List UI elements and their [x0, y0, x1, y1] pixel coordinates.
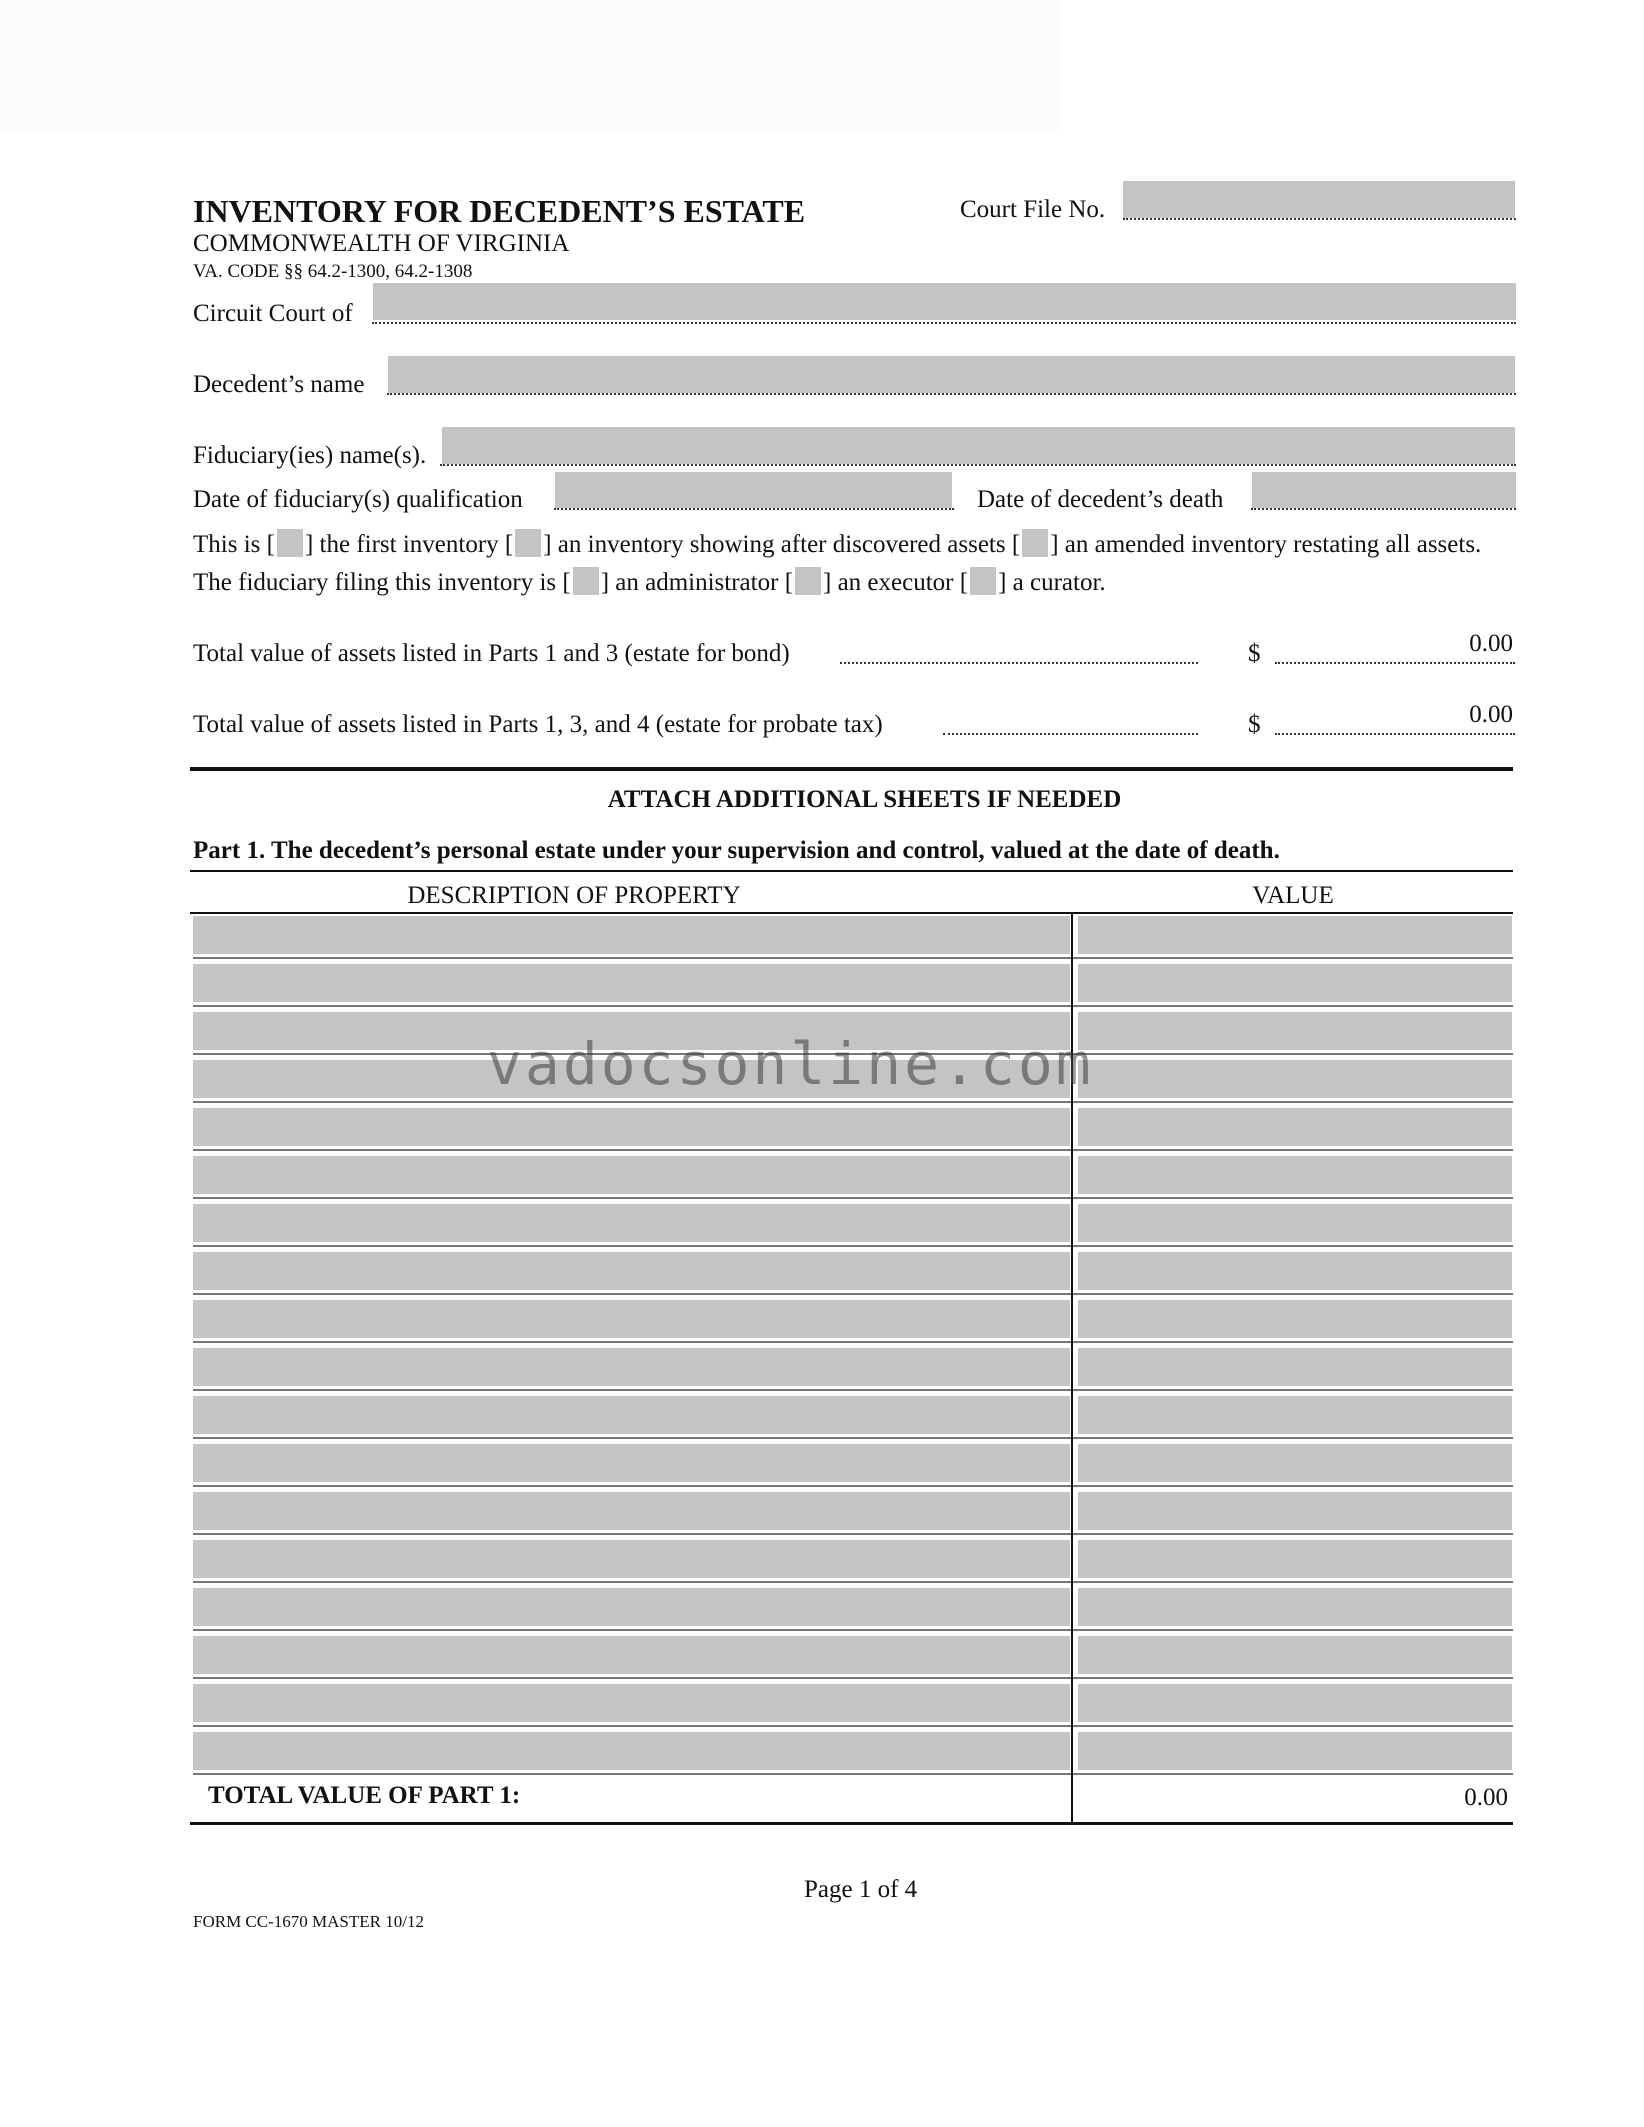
part1-bottom-rule — [190, 1822, 1513, 1825]
value-cell[interactable] — [1078, 1012, 1512, 1050]
value-cell[interactable] — [1078, 1348, 1512, 1386]
section-divider — [190, 767, 1513, 771]
death-date-label: Date of decedent’s death — [977, 486, 1224, 513]
row-divider — [193, 1149, 1513, 1151]
description-cell[interactable] — [193, 1636, 1070, 1674]
fiduciary-name-dots — [440, 464, 1516, 466]
circuit-court-dots — [372, 322, 1516, 324]
curator-checkbox[interactable] — [970, 567, 996, 595]
inventory-type-prefix: This is — [193, 531, 261, 558]
bond-value-dots — [1275, 662, 1515, 664]
circuit-court-label: Circuit Court of — [193, 300, 353, 327]
description-cell[interactable] — [193, 1588, 1070, 1626]
part1-total-label: TOTAL VALUE OF PART 1: — [208, 1782, 521, 1809]
row-divider — [193, 1437, 1513, 1439]
fiduciary-name-label: Fiduciary(ies) name(s). — [193, 442, 427, 469]
probate-currency: $ — [1248, 711, 1261, 738]
description-cell[interactable] — [193, 1732, 1070, 1770]
qualification-date-label: Date of fiduciary(s) qualification — [193, 486, 523, 513]
curator-label: ] a curator. — [998, 569, 1106, 596]
value-cell[interactable] — [1078, 1108, 1512, 1146]
court-file-dots — [1123, 218, 1516, 220]
value-cell[interactable] — [1078, 1156, 1512, 1194]
description-cell[interactable] — [193, 1396, 1070, 1434]
top-band — [0, 0, 1060, 130]
amended-inventory-checkbox[interactable] — [1022, 529, 1048, 557]
value-cell[interactable] — [1078, 1204, 1512, 1242]
executor-label: ] an executor — [823, 569, 954, 596]
row-divider — [193, 1677, 1513, 1679]
inventory-type-line: This is [ ] the first inventory [ ] an inventory showing after discovered assets [ ] an amended inventory restating all assets. — [193, 531, 1482, 558]
executor-checkbox[interactable] — [795, 567, 821, 595]
bond-total-value[interactable]: 0.00 — [1469, 630, 1513, 657]
form-title: INVENTORY FOR DECEDENT’S ESTATE — [193, 193, 806, 229]
description-cell[interactable] — [193, 1684, 1070, 1722]
row-divider — [193, 1341, 1513, 1343]
first-inventory-label: ] the first inventory — [304, 531, 499, 558]
value-cell[interactable] — [1078, 1684, 1512, 1722]
value-cell[interactable] — [1078, 1396, 1512, 1434]
row-divider — [193, 1773, 1513, 1775]
probate-total-leader — [943, 733, 1198, 735]
value-cell[interactable] — [1078, 1252, 1512, 1290]
watermark: vadocsonline.com — [487, 1030, 1094, 1098]
row-divider — [193, 957, 1513, 959]
court-file-label: Court File No. — [960, 196, 1106, 223]
decedent-name-dots — [387, 393, 1516, 395]
row-divider — [193, 1725, 1513, 1727]
bond-total-label: Total value of assets listed in Parts 1 and 3 (estate for bond) — [193, 640, 790, 667]
description-cell[interactable] — [193, 1444, 1070, 1482]
page-number: Page 1 of 4 — [804, 1876, 918, 1903]
administrator-label: ] an administrator — [600, 569, 779, 596]
description-cell[interactable] — [193, 1540, 1070, 1578]
probate-total-value[interactable]: 0.00 — [1469, 701, 1513, 728]
death-date-dots — [1251, 508, 1516, 510]
row-divider — [193, 1245, 1513, 1247]
row-divider — [193, 1293, 1513, 1295]
row-divider — [193, 1197, 1513, 1199]
after-discovered-checkbox[interactable] — [515, 529, 541, 557]
amended-inventory-label: ] an amended inventory restating all assets. — [1050, 531, 1482, 558]
value-cell[interactable] — [1078, 1540, 1512, 1578]
qualification-date-input[interactable] — [555, 472, 952, 508]
part1-top-rule — [190, 870, 1513, 872]
col-value-header: VALUE — [1252, 882, 1334, 909]
col-description-header: DESCRIPTION OF PROPERTY — [407, 882, 741, 909]
row-divider — [193, 1533, 1513, 1535]
description-cell[interactable] — [193, 1300, 1070, 1338]
probate-value-dots — [1275, 733, 1515, 735]
bond-currency: $ — [1248, 640, 1261, 667]
fiduciary-type-prefix: The fiduciary filing this inventory is — [193, 569, 557, 596]
part1-heading: Part 1. The decedent’s personal estate under your supervision and control, valued at the date of death. — [193, 837, 1280, 864]
description-cell[interactable] — [193, 1492, 1070, 1530]
qualification-date-dots — [554, 508, 954, 510]
value-cell[interactable] — [1078, 1492, 1512, 1530]
first-inventory-checkbox[interactable] — [277, 529, 303, 557]
probate-total-label: Total value of assets listed in Parts 1, 3, and 4 (estate for probate tax) — [193, 711, 883, 738]
form-subtitle: COMMONWEALTH OF VIRGINIA — [193, 230, 570, 257]
value-cell[interactable] — [1078, 1300, 1512, 1338]
attach-note: ATTACH ADDITIONAL SHEETS IF NEEDED — [607, 786, 1122, 813]
value-cell[interactable] — [1078, 1588, 1512, 1626]
fiduciary-name-input[interactable] — [442, 427, 1515, 464]
row-divider — [193, 1581, 1513, 1583]
description-cell[interactable] — [193, 916, 1070, 954]
description-cell[interactable] — [193, 1156, 1070, 1194]
form-id: FORM CC-1670 MASTER 10/12 — [193, 1912, 424, 1931]
row-divider — [193, 1005, 1513, 1007]
after-discovered-label: ] an inventory showing after discovered assets — [543, 531, 1006, 558]
decedent-name-label: Decedent’s name — [193, 371, 365, 398]
value-cell[interactable] — [1078, 1636, 1512, 1674]
part1-total-value[interactable]: 0.00 — [1464, 1784, 1508, 1811]
row-divider — [193, 1389, 1513, 1391]
header-rule — [190, 912, 1513, 914]
value-cell[interactable] — [1078, 1060, 1512, 1098]
value-cell[interactable] — [1078, 1732, 1512, 1770]
description-cell[interactable] — [193, 1348, 1070, 1386]
description-cell[interactable] — [193, 1108, 1070, 1146]
description-cell[interactable] — [193, 964, 1070, 1002]
bond-total-leader — [840, 662, 1198, 664]
row-divider — [193, 1485, 1513, 1487]
decedent-name-input[interactable] — [388, 356, 1515, 393]
form-code: VA. CODE §§ 64.2-1300, 64.2-1308 — [193, 261, 473, 282]
court-file-input[interactable] — [1123, 181, 1515, 218]
value-cell[interactable] — [1078, 916, 1512, 954]
circuit-court-input[interactable] — [373, 283, 1516, 320]
description-cell[interactable] — [193, 1204, 1070, 1242]
row-divider — [193, 1101, 1513, 1103]
description-cell[interactable] — [193, 1252, 1070, 1290]
value-cell[interactable] — [1078, 964, 1512, 1002]
death-date-input[interactable] — [1252, 472, 1516, 508]
administrator-checkbox[interactable] — [573, 567, 599, 595]
fiduciary-type-line: The fiduciary filing this inventory is [ ] an administrator [ ] an executor [ ] a curator. — [193, 569, 1106, 596]
row-divider — [193, 1629, 1513, 1631]
value-cell[interactable] — [1078, 1444, 1512, 1482]
